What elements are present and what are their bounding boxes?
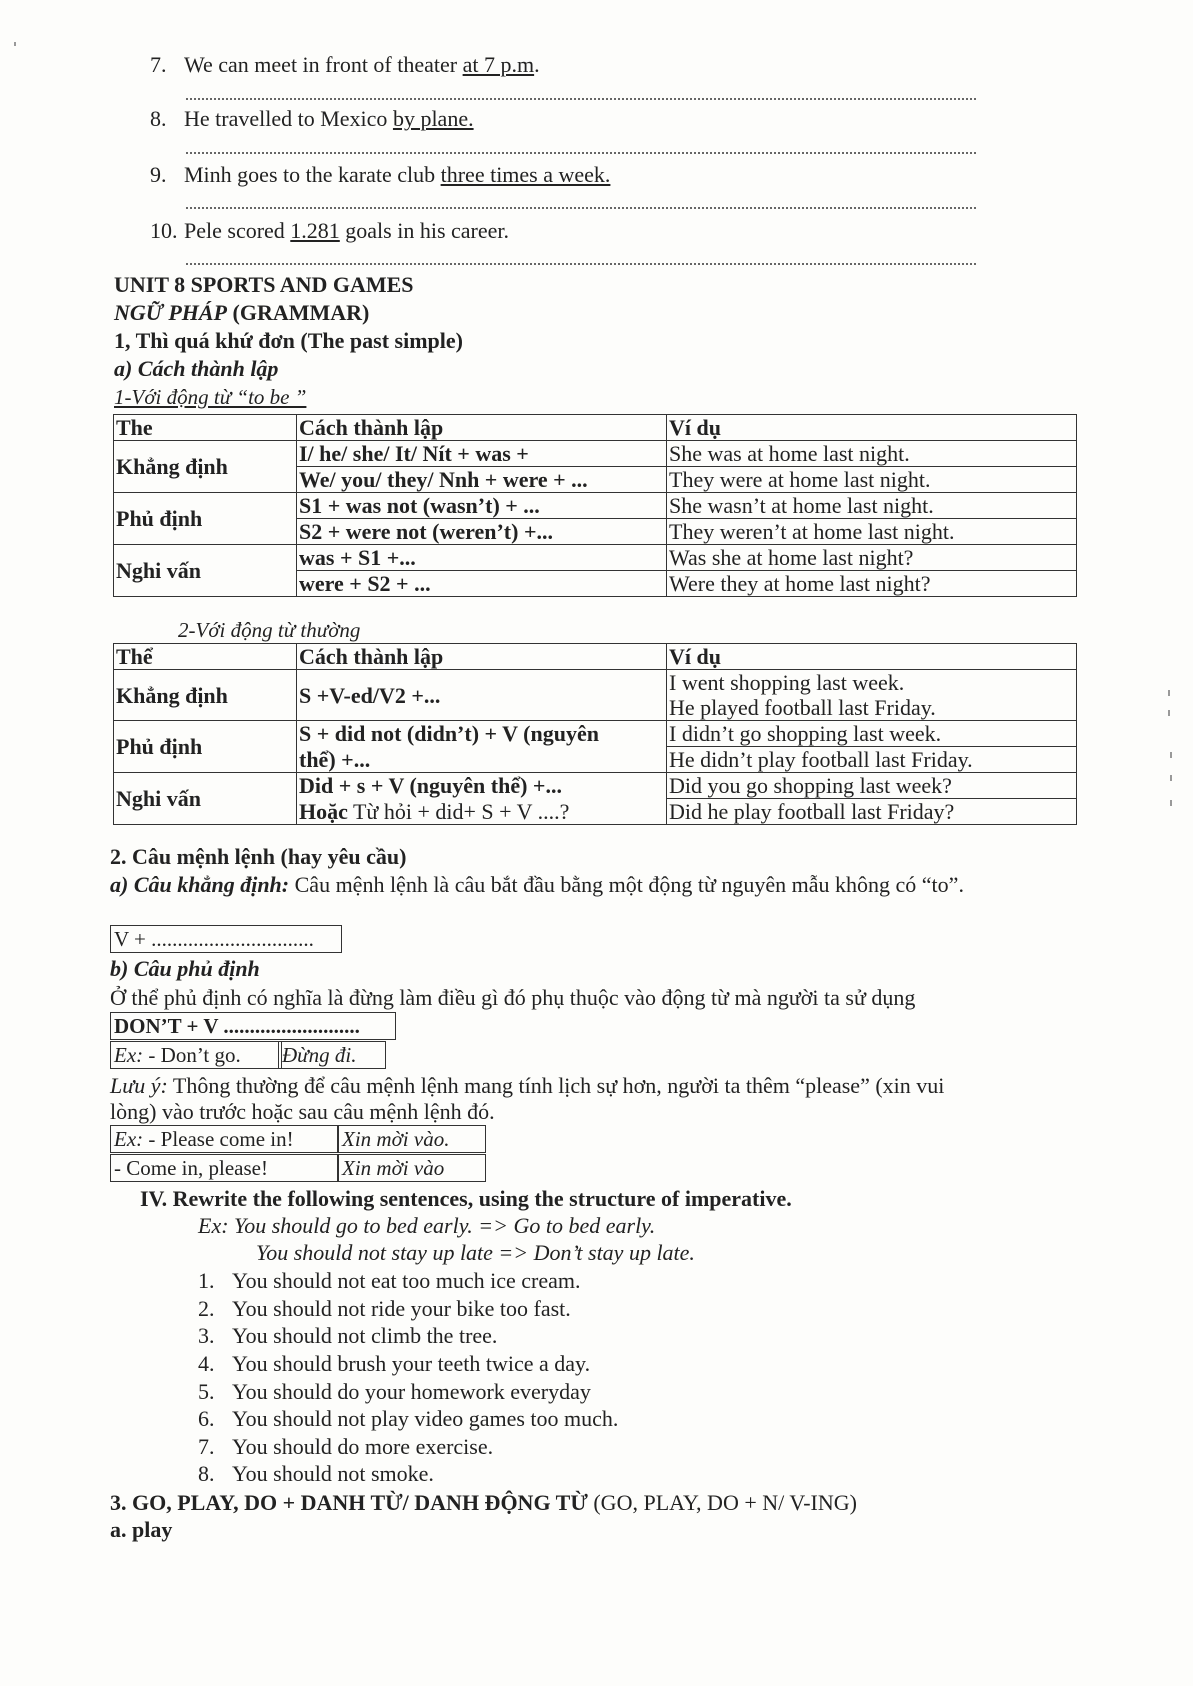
- header-cell: Cách thành lập: [297, 644, 667, 670]
- item-text: You should do more exercise.: [232, 1434, 494, 1459]
- form-cell: Did + s + V (nguyên thể) +...: [297, 773, 667, 799]
- item-number: 4.: [198, 1351, 215, 1376]
- example-dont-vi: Đừng đi.: [278, 1041, 386, 1069]
- example-cell: They weren’t at home last night.: [667, 519, 1077, 545]
- header-cell: Thể: [114, 644, 297, 670]
- note-line-2: lòng) vào trước hoặc sau câu mệnh lệnh đó.: [110, 1099, 495, 1124]
- item-text: You should not play video games too much.: [232, 1406, 619, 1431]
- item-number: 9.: [150, 162, 167, 187]
- answer-line: [186, 150, 976, 154]
- item-number: 3.: [198, 1323, 215, 1348]
- form-cell: was + S1 +...: [297, 545, 667, 571]
- regular-verb-heading: 2-Với động từ thường: [178, 618, 361, 642]
- table-header-row: [114, 415, 1077, 441]
- table-row: [114, 493, 1077, 519]
- section-2-heading: 2. Câu mệnh lệnh (hay yêu cầu): [110, 844, 407, 869]
- section-3-heading-bold: 3. GO, PLAY, DO + DANH TỪ/ DANH ĐỘNG TỪ: [110, 1490, 588, 1515]
- section-2a-label: a) Câu khẳng định:: [110, 872, 290, 897]
- scan-mark: [1170, 800, 1172, 806]
- exercise-iv-item-3: [198, 1323, 497, 1349]
- exercise-item-8: [150, 106, 474, 132]
- example-please-en-1: [110, 1125, 338, 1153]
- exercise-iv-example-1: Ex: You should go to bed early. => Go to bed early.: [198, 1213, 656, 1238]
- answer-line: [186, 96, 976, 100]
- exercise-iv-item-8: [198, 1461, 434, 1487]
- section-2b-text: Ở thể phủ định có nghĩa là đừng làm điều gì đó phụ thuộc vào động từ mà người ta sử dụng: [110, 985, 916, 1010]
- item-text: You should not ride your bike too fast.: [232, 1296, 571, 1321]
- header-cell: Ví dụ: [667, 644, 1077, 670]
- row-label: Phủ định: [114, 721, 297, 773]
- exercise-item-10: [150, 218, 509, 244]
- form-wh: Từ hỏi + did+ S + V ....?: [347, 798, 570, 824]
- table-row: [114, 721, 1077, 747]
- exercise-iv-item-7: [198, 1434, 493, 1460]
- item-text: Minh goes to the karate club: [184, 162, 441, 187]
- item-text: We can meet in front of theater: [184, 52, 463, 77]
- example-please-vi-1: Xin mời vào.: [338, 1125, 486, 1153]
- example-cell: They were at home last night.: [667, 467, 1077, 493]
- underlined-part: three times a week.: [440, 162, 611, 187]
- regular-verb-table: [113, 643, 1077, 825]
- example-cell: He played football last Friday.: [667, 695, 1077, 721]
- to-be-heading: 1-Với động từ “to be ”: [114, 385, 307, 409]
- example-dont-en: [110, 1041, 282, 1069]
- answer-line: [186, 205, 976, 209]
- header-cell: Ví dụ: [667, 415, 1077, 441]
- item-text: You should not smoke.: [232, 1461, 434, 1486]
- exercise-iv-example-2: You should not stay up late => Don’t stay up late.: [256, 1240, 695, 1265]
- form-cell: S2 + were not (weren’t) +...: [297, 519, 667, 545]
- item-number: 8.: [198, 1461, 215, 1486]
- scan-mark: [14, 42, 16, 46]
- exercise-iv-item-2: [198, 1296, 571, 1322]
- section-2a-text: Câu mệnh lệnh là câu bắt đầu bằng một động từ nguyên mẫu không có “to”.: [289, 872, 964, 897]
- form-cell: [297, 799, 667, 825]
- example-cell: I didn’t go shopping last week.: [667, 721, 1077, 747]
- underlined-part: at 7 p.m: [462, 52, 535, 77]
- table-header-row: [114, 644, 1077, 670]
- underlined-part: by plane.: [392, 106, 474, 131]
- item-number: 5.: [198, 1379, 215, 1404]
- example-cell: Was she at home last night?: [667, 545, 1077, 571]
- table-row: [114, 773, 1077, 799]
- note-label: Lưu ý:: [110, 1073, 168, 1098]
- item-text: You should brush your teeth twice a day.: [232, 1351, 591, 1376]
- item-number: 6.: [198, 1406, 215, 1431]
- item-number: 10.: [150, 218, 178, 243]
- example-cell: Were they at home last night?: [667, 571, 1077, 597]
- ex-text: - Please come in!: [143, 1127, 294, 1151]
- scan-mark: [1170, 775, 1172, 781]
- section-3-heading-normal: (GO, PLAY, DO + N/ V-ING): [587, 1490, 857, 1515]
- form-cell: S1 + was not (wasn’t) + ...: [297, 493, 667, 519]
- exercise-iv-item-5: [198, 1379, 591, 1405]
- ex-label: Ex:: [114, 1127, 144, 1151]
- form-or: Hoặc: [299, 798, 348, 824]
- form-cell: I/ he/ she/ It/ Nít + was +: [297, 441, 667, 467]
- form-cell: S +V-ed/V2 +...: [297, 670, 667, 721]
- item-text: Pele scored: [184, 218, 291, 243]
- row-label: Phủ định: [114, 493, 297, 545]
- item-text-end: goals in his career.: [339, 218, 510, 243]
- section-2a: [110, 872, 964, 898]
- form-cell: S + did not (didn’t) + V (nguyên: [297, 721, 667, 747]
- row-label: Nghi vấn: [114, 773, 297, 825]
- exercise-iv-heading: IV. Rewrite the following sentences, using the structure of imperative.: [140, 1186, 792, 1211]
- example-cell: He didn’t play football last Friday.: [667, 747, 1077, 773]
- section-1-heading: 1, Thì quá khứ đơn (The past simple): [114, 328, 463, 353]
- scan-mark: [1168, 690, 1170, 696]
- table-row: [114, 545, 1077, 571]
- row-label: Khẳng định: [114, 670, 297, 721]
- ex-label: Ex:: [114, 1043, 144, 1067]
- form-cell: We/ you/ they/ Nnh + were + ...: [297, 467, 667, 493]
- example-please-vi-2: Xin mời vào: [338, 1154, 486, 1182]
- exercise-iv-item-1: [198, 1268, 580, 1294]
- form-cell: were + S2 + ...: [297, 571, 667, 597]
- exercise-iv-item-6: [198, 1406, 618, 1432]
- item-number: 1.: [198, 1268, 215, 1293]
- table-row: [114, 441, 1077, 467]
- scan-mark: [1170, 752, 1172, 758]
- item-text: You should not eat too much ice cream.: [232, 1268, 581, 1293]
- example-cell: Did he play football last Friday?: [667, 799, 1077, 825]
- exercise-iv-item-4: [198, 1351, 590, 1377]
- section-3-heading: [110, 1490, 857, 1516]
- example-please-en-2: [110, 1154, 338, 1182]
- item-text: You should not climb the tree.: [232, 1323, 498, 1348]
- header-cell: The: [114, 415, 297, 441]
- grammar-heading-vi: NGỮ PHÁP: [114, 300, 227, 325]
- answer-line: [186, 261, 976, 265]
- exercise-item-9: [150, 162, 610, 188]
- table-row: [114, 670, 1077, 696]
- row-label: Nghi vấn: [114, 545, 297, 597]
- item-number: 7.: [198, 1434, 215, 1459]
- row-label: Khẳng định: [114, 441, 297, 493]
- item-text-end: .: [534, 52, 540, 77]
- example-cell: Did you go shopping last week?: [667, 773, 1077, 799]
- grammar-heading: [114, 300, 369, 326]
- item-number: 8.: [150, 106, 167, 131]
- section-1a-heading: a) Cách thành lập: [114, 356, 279, 381]
- scan-mark: [1168, 710, 1170, 716]
- grammar-heading-en: (GRAMMAR): [227, 300, 370, 325]
- ex-text: - Come in, please!: [114, 1156, 268, 1180]
- section-3a-heading: a. play: [110, 1517, 173, 1542]
- affirmative-formula-box: V + ...............................: [110, 925, 342, 953]
- section-2b-heading: b) Câu phủ định: [110, 956, 260, 981]
- item-number: 7.: [150, 52, 167, 77]
- ex-text: - Don’t go.: [143, 1043, 241, 1067]
- to-be-table: [113, 414, 1077, 597]
- negative-formula-box: DON’T + V ..........................: [110, 1012, 396, 1040]
- unit-title: UNIT 8 SPORTS AND GAMES: [114, 272, 414, 297]
- example-cell: She wasn’t at home last night.: [667, 493, 1077, 519]
- note-text: Thông thường để câu mệnh lệnh mang tính lịch sự hơn, người ta thêm “please” (xin vui: [167, 1073, 945, 1098]
- note-line-1: [110, 1073, 944, 1099]
- item-text: He travelled to Mexico: [184, 106, 393, 131]
- header-cell: Cách thành lập: [297, 415, 667, 441]
- item-number: 2.: [198, 1296, 215, 1321]
- form-cell: thể) +...: [297, 747, 667, 773]
- example-cell: I went shopping last week.: [667, 670, 1077, 696]
- example-cell: She was at home last night.: [667, 441, 1077, 467]
- underlined-part: 1.281: [290, 218, 340, 243]
- item-text: You should do your homework everyday: [232, 1379, 591, 1404]
- exercise-item-7: [150, 52, 540, 78]
